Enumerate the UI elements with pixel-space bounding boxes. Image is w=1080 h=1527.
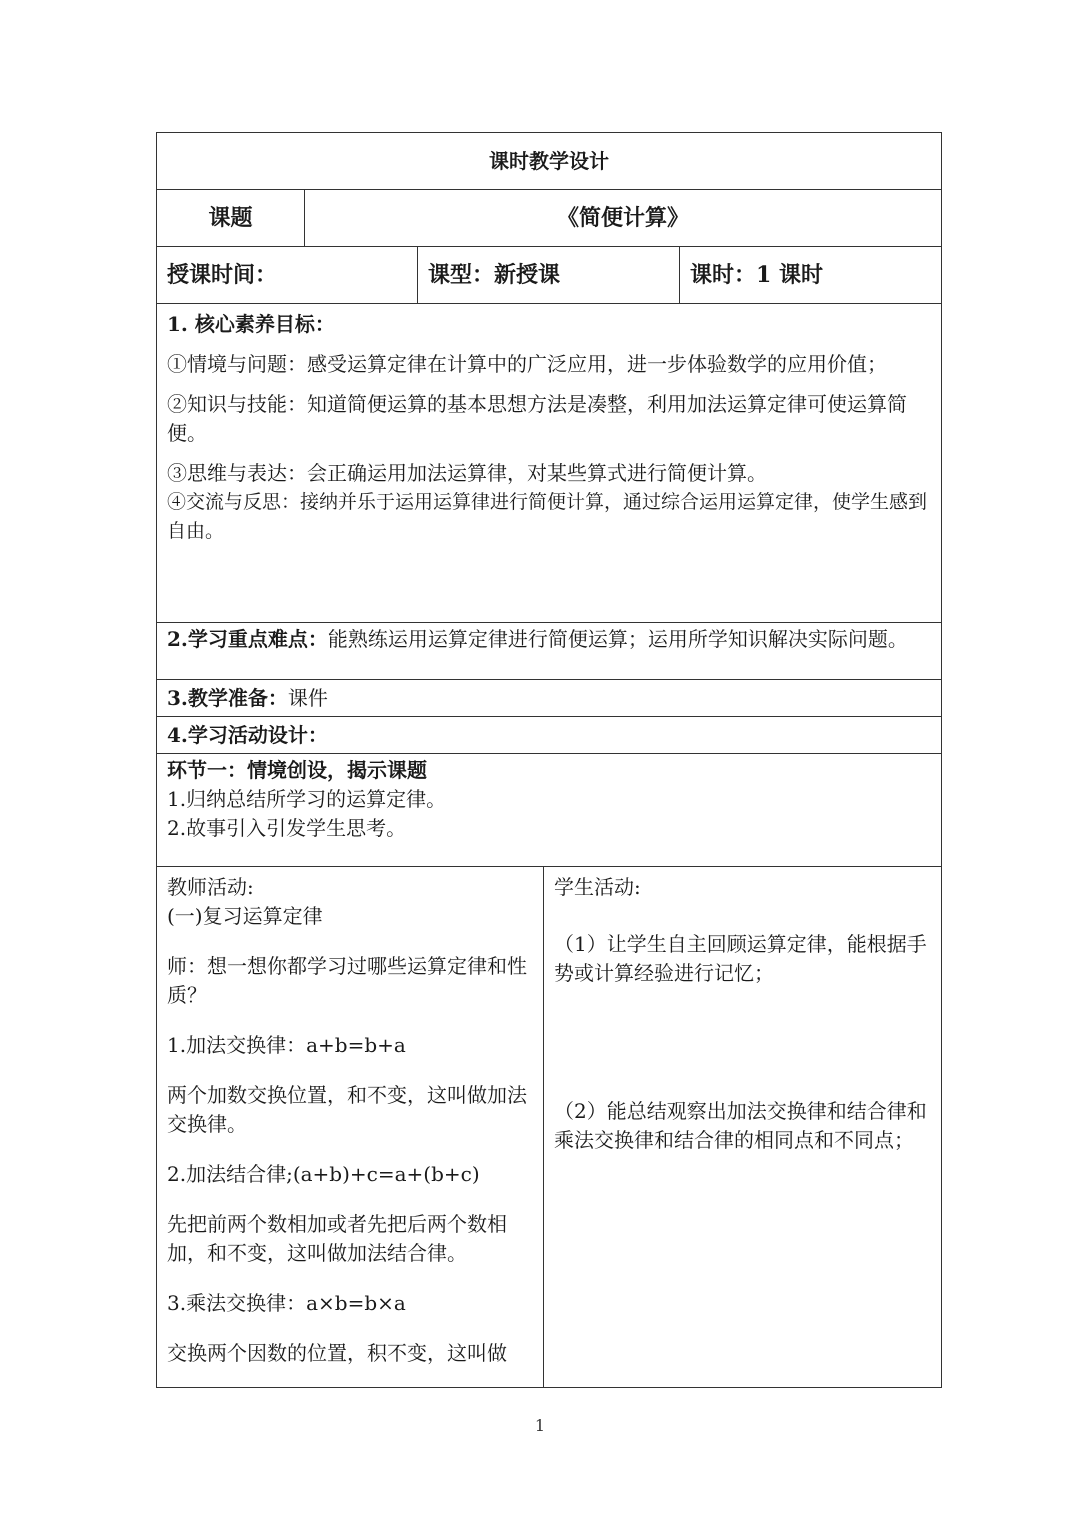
- teacher-activity: [157, 867, 544, 1388]
- teacher-line: 先把前两个数相加或者先把后两个数相加，和不变，这叫做加法结合律。: [167, 1212, 507, 1265]
- goals-section: [157, 304, 942, 623]
- time-label: 授课时间：: [157, 247, 418, 304]
- goal-item: ④交流与反思：接纳并乐于运用运算律进行简便计算，通过综合运用运算定律，使学生感到自由。: [167, 491, 928, 542]
- prep-heading: 3.教学准备：: [167, 685, 288, 710]
- prep-section: [157, 680, 942, 717]
- teacher-line: (一)复习运算定律: [167, 904, 323, 928]
- prep-text: 课件: [287, 685, 328, 710]
- page-number: 1: [534, 1416, 546, 1435]
- teacher-line: 师：想一想你都学习过哪些运算定律和性质？: [167, 954, 527, 1007]
- teacher-line: 1.加法交换律：a+b=b+a: [167, 1033, 406, 1057]
- subject-label: 课题: [157, 190, 305, 247]
- teacher-line: 两个加数交换位置，和不变，这叫做加法交换律。: [167, 1083, 527, 1136]
- step-one-section: [157, 754, 942, 867]
- goal-item: ③思维与表达：会正确运用加法运算律，对某些算式进行简便计算。: [167, 461, 767, 485]
- goal-item: ①情境与问题：感受运算定律在计算中的广泛应用，进一步体验数学的应用价值；: [167, 352, 887, 376]
- goals-heading: 1. 核心素养目标：: [167, 312, 335, 336]
- focus-section: [157, 623, 942, 680]
- step-one-line: 2.故事引入引发学生思考。: [167, 816, 407, 840]
- teacher-heading: 教师活动:: [167, 875, 254, 899]
- step-one-heading: 环节一：情境创设，揭示课题: [167, 758, 427, 782]
- subject-value: 《简便计算》: [305, 190, 942, 247]
- teacher-line: 3.乘法交换律：a×b=b×a: [167, 1291, 406, 1315]
- type-label: 课型：新授课: [418, 247, 680, 304]
- step-one-line: 1.归纳总结所学习的运算定律。: [167, 787, 447, 811]
- lesson-plan-table: [156, 132, 942, 1388]
- teacher-line: 2.加法结合律;(a+b)+c=a+(b+c): [167, 1162, 480, 1186]
- student-activity: [544, 867, 942, 1388]
- focus-text: 能熟练运用运算定律进行简便运算；运用所学知识解决实际问题。: [327, 627, 908, 651]
- goal-item: ②知识与技能：知道简便运算的基本思想方法是凑整，利用加法运算定律可使运算简便。: [167, 392, 907, 445]
- student-line: （1）让学生自主回顾运算定律，能根据手势或计算经验进行记忆；: [554, 932, 927, 985]
- student-line: （2）能总结观察出加法交换律和结合律和乘法交换律和结合律的相同点和不同点；: [554, 1099, 927, 1152]
- teacher-line: 交换两个因数的位置，积不变，这叫做: [167, 1341, 507, 1365]
- focus-heading: 2.学习重点难点：: [167, 627, 328, 651]
- hours-label: 课时：1 课时: [680, 247, 942, 304]
- table-title: 课时教学设计: [157, 133, 942, 190]
- student-heading: 学生活动:: [554, 875, 641, 899]
- design-heading: 4.学习活动设计：: [157, 717, 942, 754]
